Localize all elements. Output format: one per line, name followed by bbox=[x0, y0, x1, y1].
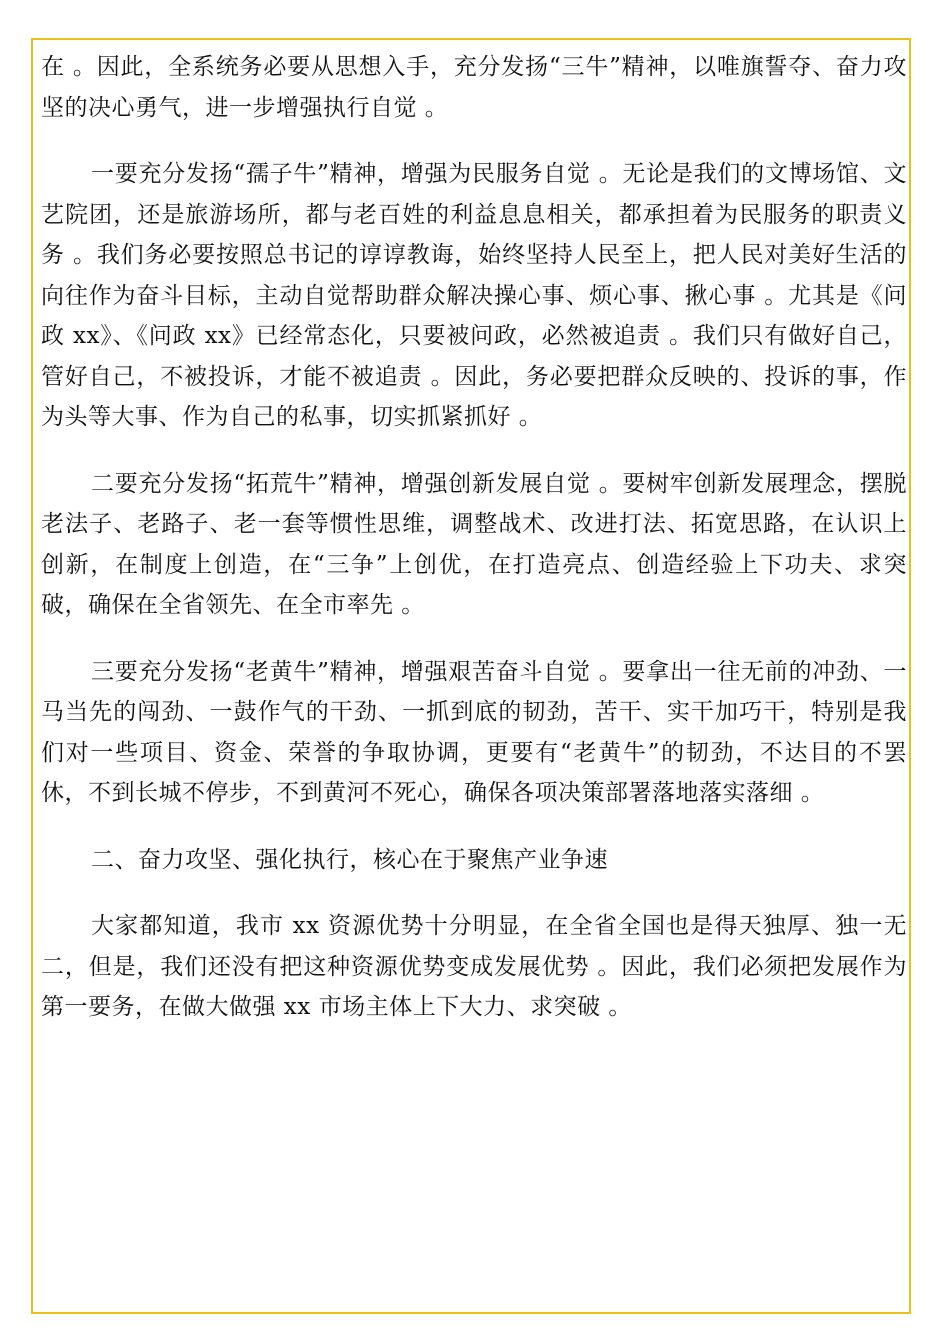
paragraph-continuation: 在 。因此，全系统务必要从思想入手，充分发扬“三牛”精神，以唯旗誓夺、奋力攻坚的决心勇气，进一步增强执行自觉 。 bbox=[41, 54, 907, 121]
section-heading-two: 二、奋力攻坚、强化执行，核心在于聚焦产业争速 bbox=[91, 846, 608, 873]
paragraph-ruzi-niu: 一要充分发扬“孺子牛”精神，增强为民服务自觉 。无论是我们的文博场馆、文艺院团，还是旅游场所，都与老百姓的利益息息相关，都承担着为民服务的职责义务 。我们务必要按照总书记的谆谆教诲，始终坚持人民至上，把人民对美好生活的向往作为奋斗目标，主动自觉帮助群众解决操心事、烦心事、揪心事 。尤其是《问政 xx》、《问政 xx》已经常态化，只要被问政，必然被追责 。我们只有做好自己，管好自己，不被投诉，才能不被追责 。因此，务必要把群众反映的、投诉的事，作为头等大事、作为自己的私事，切实抓紧抓好 。 bbox=[41, 161, 907, 430]
paragraph-laohuang-niu: 三要充分发扬“老黄牛”精神，增强艰苦奋斗自觉 。要拿出一往无前的冲劲、一马当先的闯劲、一鼓作气的干劲、一抓到底的韧劲，苦干、实干加巧干，特别是我们对一些项目、资金、荣誉的争取协调，更要有“老黄牛”的韧劲，不达目的不罢休，不到长城不停步，不到黄河不死心，确保各项决策部署落地落实落细 。 bbox=[41, 658, 907, 806]
document-body bbox=[41, 47, 907, 1054]
paragraph-resource-advantage: 大家都知道，我市 xx 资源优势十分明显，在全省全国也是得天独厚、独一无二，但是，我们还没有把这种资源优势变成发展优势 。因此，我们必须把发展作为第一要务，在做大做强 xx 市场主体上下大力、求突破 。 bbox=[41, 913, 907, 1020]
paragraph-tuohuang-niu: 二要充分发扬“拓荒牛”精神，增强创新发展自觉 。要树牢创新发展理念，摆脱老法子、老路子、老一套等惯性思维，调整战术、改进打法、拓宽思路，在认识上创新，在制度上创造，在“三争”上创优，在打造亮点、创造经验上下功夫、求突破，确保在全省领先、在全市率先 。 bbox=[41, 470, 907, 618]
